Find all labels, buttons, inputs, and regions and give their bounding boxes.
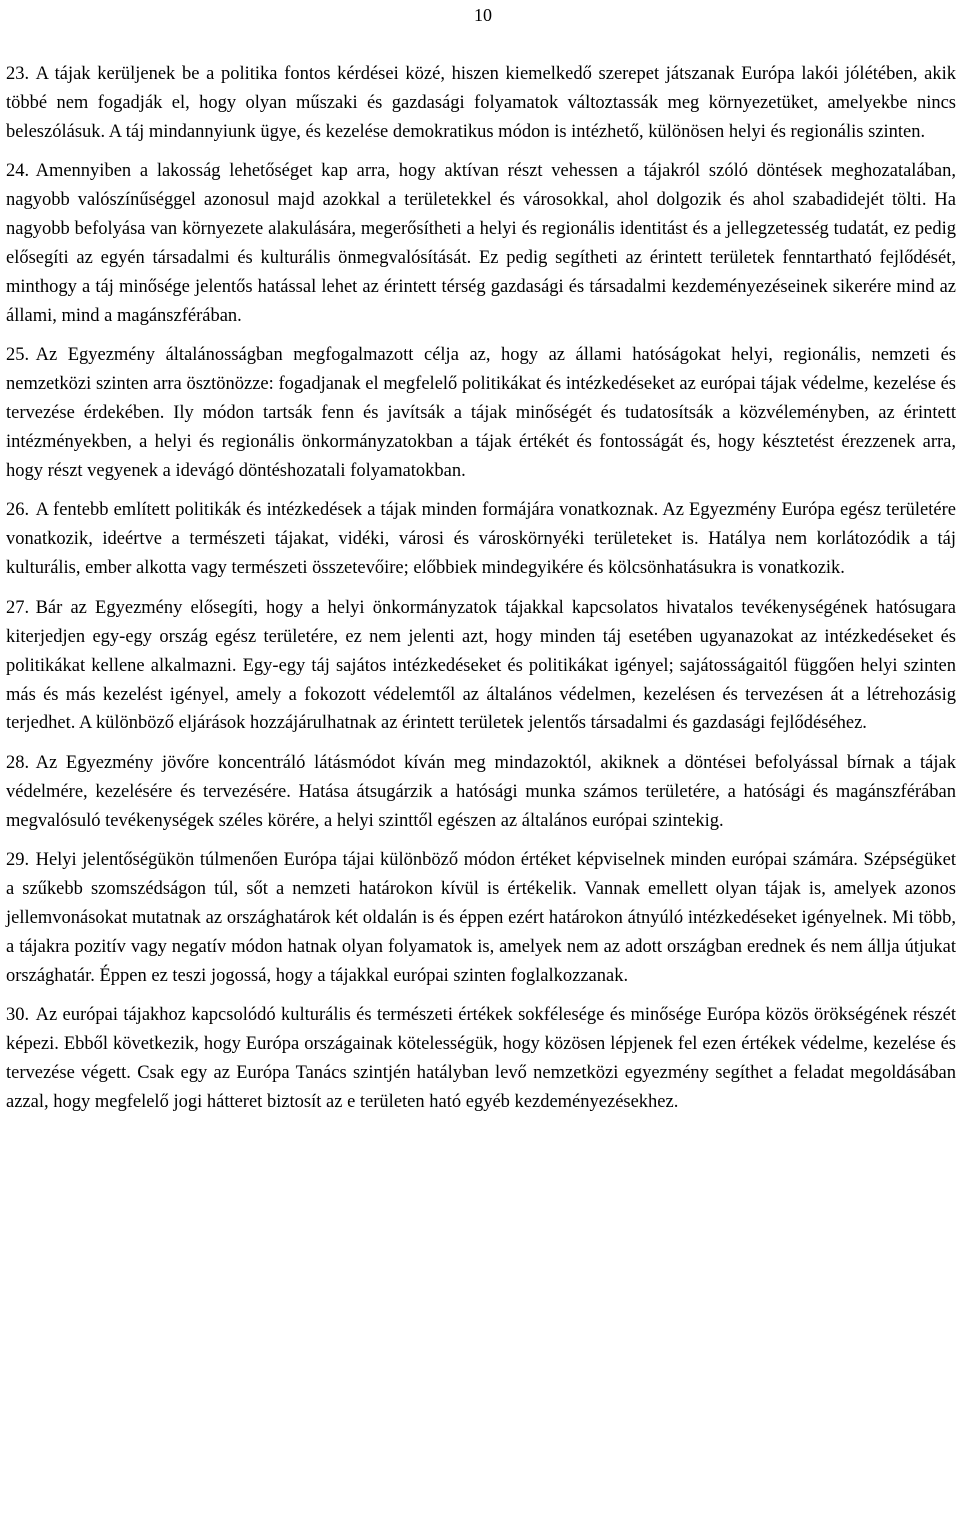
paragraph-23 xyxy=(6,60,956,147)
paragraph-number: 29. xyxy=(6,850,30,871)
paragraph-30 xyxy=(6,1001,956,1117)
paragraph-text: Az Egyezmény általánosságban megfogalmazott célja az, hogy az állami hatóságokat helyi, regionális, nemzeti és nemzetközi szinten arra ösztönözze: fogadjanak el megfelelő politikákat és intézkedéseket az európai tájak védelme, kezelése és tervezése érdekében. Ily módon tartsák fenn és javítsák a tájak minőségét és tudatosítsák a közvéleményben, az érintett intézményekben, a helyi és regionális önkormányzatokban a tájak értékét és fontosságát és, hogy késztetést érezzenek arra, hogy részt vegyenek a idevágó döntéshozatali folyamatokban. xyxy=(6,345,956,481)
paragraph-text: Amennyiben a lakosság lehetőséget kap arra, hogy aktívan részt vehessen a tájakról szóló döntések meghozatalában, nagyobb valószínűséggel azonosul majd azokkal a területekkel és városokkal, ahol dolgozik és ahol szabadidejét tölti. Ha nagyobb befolyása van környezete alakulására, megerősítheti a helyi és regionális identitást és a jellegzetesség tudatát, ez pedig elősegíti az egyén társadalmi és kulturális önmegvalósítását. Ez pedig segítheti az érintett területek fenntartható fejlődését, minthogy a táj minősége jelentős hatással lehet az érintett térség gazdasági és társadalmi kezdeményezéseinek sikerére mind az állami, mind a magánszférában. xyxy=(6,161,956,326)
paragraph-25 xyxy=(6,341,956,486)
paragraph-24 xyxy=(6,157,956,330)
paragraph-number: 25. xyxy=(6,345,30,366)
paragraph-text: Helyi jelentőségükön túlmenően Európa tájai különböző módon értéket képviselnek minden európai számára. Szépségüket a szűkebb szomszédságon túl, sőt a nemzeti határokon kívül is értékelik. Vannak emellett olyan tájak is, amelyek azonos jellemvonásokat mutatnak az országhatárok két oldalán is és éppen ezért határokon átnyúló intézkedéseket igényelnek. Mi több, a tájakra pozitív vagy negatív módon hatnak olyan folyamatok is, amelyek nem az adott országban erednek és nem állja útjukat országhatár. Éppen ez teszi jogossá, hogy a tájakkal európai szinten foglalkozzanak. xyxy=(6,850,956,986)
paragraph-28 xyxy=(6,749,956,836)
document-body xyxy=(6,60,956,1128)
paragraph-26 xyxy=(6,496,956,583)
paragraph-27 xyxy=(6,594,956,739)
paragraph-number: 30. xyxy=(6,1005,30,1026)
paragraph-number: 24. xyxy=(6,161,30,182)
paragraph-text: Az Egyezmény jövőre koncentráló látásmódot kíván meg mindazoktól, akiknek a döntései befolyással bírnak a tájak védelmére, kezelésére és tervezésére. Hatása átsugárzik a hatósági munka számos területére, a hatósági és magánszférában megvalósuló tevékenységek széles körére, a helyi szinttől egészen az általános európai szintekig. xyxy=(6,752,956,831)
paragraph-number: 28. xyxy=(6,752,30,773)
paragraph-text: Bár az Egyezmény elősegíti, hogy a helyi önkormányzatok tájakkal kapcsolatos hivatalos tevékenységének hatósugara kiterjedjen egy-egy ország egész területére, ez nem jelenti azt, hogy minden táj esetében ugyanazokat az intézkedéseket és politikákat kellene alkalmazni. Egy-egy táj sajátos intézkedéseket és politikákat igényel; sajátosságaitól függően helyi szinten más és más kezelést igényel, amely a fokozott védelemtől az általános védelmen, kezelésen és tervezésen át a létrehozásig terjedhet. A különböző eljárások hozzájárulhatnak az érintett területek jelentős társadalmi és gazdasági fejlődéséhez. xyxy=(6,597,956,734)
paragraph-text: A fentebb említett politikák és intézkedések a tájak minden formájára vonatkoznak. Az Egyezmény Európa egész területére vonatkozik, ideértve a természeti tájakat, vidéki, városi és városkörnyéki területeket is. Hatálya nem korlátozódik a táj kulturális, ember alkotta vagy természeti összetevőire; előbbiek mindegyikére és kölcsönhatásukra is vonatkozik. xyxy=(6,500,956,579)
paragraph-number: 26. xyxy=(6,500,30,521)
page-number: 10 xyxy=(474,5,492,25)
paragraph-number: 27. xyxy=(6,597,30,618)
paragraph-text: Az európai tájakhoz kapcsolódó kulturális és természeti értékek sokfélesége és minősége Európa közös örökségének részét képezi. Ebből következik, hogy Európa országainak kötelességük, hogy közösen lépjenek fel ezen értékek védelme, kezelése és tervezése végett. Csak egy az Európa Tanács szintjén hatályban levő nemzetközi egyezmény segíthet a feladat megoldásában azzal, hogy megfelelő jogi hátteret biztosít az e területen ható egyéb kezdeményezésekhez. xyxy=(6,1005,956,1113)
paragraph-text: A tájak kerüljenek be a politika fontos kérdései közé, hiszen kiemelkedő szerepet játszanak Európa lakói jólétében, akik többé nem fogadják el, hogy olyan műszaki és gazdasági folyamatok változtassák meg környezetüket, amelyekbe nincs beleszólásuk. A táj mindannyiunk ügye, és kezelése demokratikus módon is intézhető, különösen helyi és regionális szinten. xyxy=(6,64,956,142)
paragraph-number: 23. xyxy=(6,64,30,84)
paragraph-29 xyxy=(6,846,956,991)
